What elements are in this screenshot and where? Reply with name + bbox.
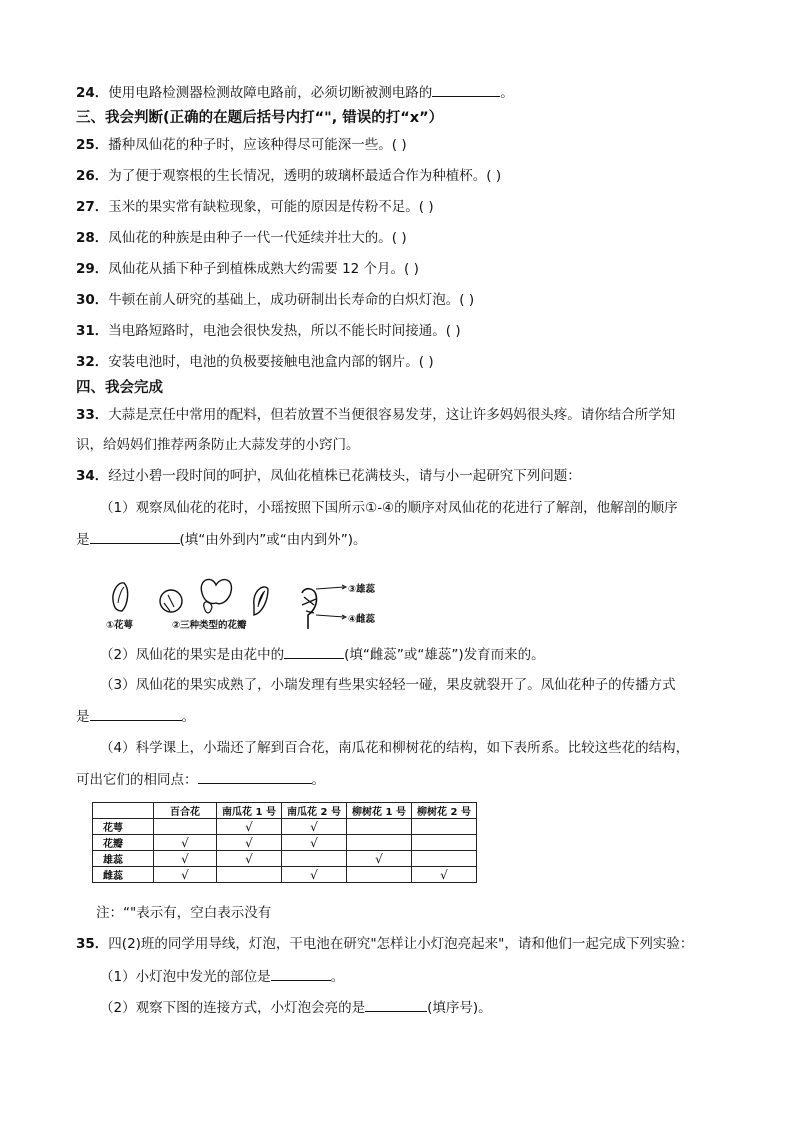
answer-blank[interactable]: [271, 966, 331, 981]
section-4-title: 四、我会完成: [76, 380, 163, 396]
question-34-part2: （2）凤仙花的果实是由花中的 (填“雌蕊”或“雄蕊”)发育而来的。: [100, 644, 545, 665]
table-note: 注：“"表示有，空白表示没有: [96, 905, 272, 921]
answer-blank[interactable]: [365, 997, 427, 1012]
answer-blank[interactable]: [198, 769, 312, 784]
question-35: 35．四(2)班的同学用导线，灯泡，干电池在研究"怎样让小灯泡亮起来"，请和他们一起完成下列实验：: [76, 936, 694, 952]
question-29: 29．凤仙花从插下种子到植株成熟大约需要 12 个月。( ): [76, 261, 419, 277]
question-25: 25．播种凤仙花的种子时，应该种得尽可能深一些。( ): [76, 137, 407, 153]
question-34-part3: （3）凤仙花的果实成熟了，小瑞发理有些果实轻轻一碰，果皮就裂开了。凤仙花种子的传播方式: [100, 677, 676, 693]
table-row: 雄蕊 √ √ √: [93, 851, 477, 867]
question-34-part3-cont: 是 。: [76, 706, 195, 727]
answer-blank[interactable]: [284, 644, 344, 659]
table-header-row: 百合花 南瓜花 1 号 南瓜花 2 号 柳树花 1 号 柳树花 2 号: [93, 803, 477, 819]
question-34-part1: （1）观察凤仙花的花时，小瑶按照下国所示①-④的顺序对凤仙花的花进行了解剖，他解剖的顺序: [100, 500, 678, 516]
question-24: 24．使用电路检测器检测故障电路前，必须切断被测电路的 。: [76, 82, 514, 103]
question-32: 32．安装电池时，电池的负极要接触电池盒内部的钢片。( ): [76, 354, 434, 370]
question-34: 34．经过小碧一段时间的呵护，凤仙花植株已花满枝头，请与小一起研究下列问题：: [76, 468, 581, 484]
question-26: 26．为了便于观察根的生长情况，透明的玻璃杯最适合作为种植杯。( ): [76, 168, 502, 184]
label-pistil: ④雌蕊: [348, 614, 376, 625]
answer-blank[interactable]: [90, 529, 180, 544]
answer-blank[interactable]: [90, 706, 182, 721]
label-stamen: ③雄蕊: [348, 584, 376, 595]
question-33-cont: 识，给妈妈们推荐两条防止大蒜发芽的小窍门。: [76, 437, 360, 453]
question-30: 30．牛顿在前人研究的基础上，成功研制出长寿命的白炽灯泡。( ): [76, 292, 475, 308]
question-33: 33．大蒜是烹任中常用的配料，但若放置不当便很容易发芽，这让许多妈妈很头疼。请你结合所学知: [76, 407, 676, 423]
table-row: 花瓣 √ √ √: [93, 835, 477, 851]
question-35-part2: （2）观察下图的连接方式，小灯泡会亮的是 (填序号)。: [100, 997, 492, 1018]
question-34-part4: （4）科学课上，小瑞还了解到百合花，南瓜花和柳树花的结构，如下表所系。比较这些花的结构，: [100, 740, 690, 756]
answer-blank[interactable]: [432, 82, 500, 97]
flower-structure-table: [92, 802, 477, 883]
question-34-part1-cont: 是 (填“由外到内”或“由内到外”)。: [76, 529, 367, 550]
question-28: 28．凤仙花的种族是由种子一代一代延续并壮大的。( ): [76, 230, 407, 246]
label-sepal: ①花萼: [106, 620, 134, 631]
flower-dissection-figure: [104, 575, 394, 635]
table-row: 雌蕊 √ √ √: [93, 867, 477, 883]
label-petals: ②三种类型的花瓣: [172, 620, 247, 631]
question-34-part4-cont: 可出它们的相同点： 。: [76, 769, 325, 790]
section-3-title: 三、我会判断(正确的在题后括号内打“", 错误的打“x”）: [76, 110, 444, 126]
table-row: 花萼 √ √: [93, 819, 477, 835]
question-35-part1: （1）小灯泡中发光的部位是 。: [100, 966, 344, 987]
question-27: 27．玉米的果实常有缺粒现象，可能的原因是传粉不足。( ): [76, 199, 434, 215]
question-31: 31．当电路短路时，电池会很快发热，所以不能长时间接通。( ): [76, 323, 461, 339]
